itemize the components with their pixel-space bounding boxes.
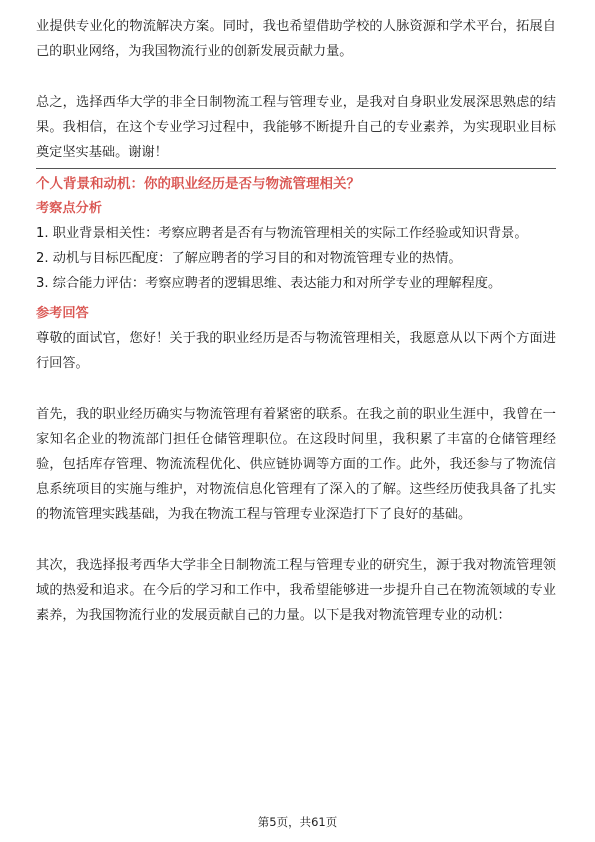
document-page [36,14,556,628]
page-number: 第5页，共61页 [257,815,338,829]
analysis-item-1: 1. 职业背景相关性：考察应聘者是否有与物流管理相关的实际工作经验或知识背景。 [36,226,528,241]
analysis-item-3: 3. 综合能力评估：考察应聘者的逻辑思维、表达能力和对所学专业的理解程度。 [36,276,502,291]
answer-paragraph-2: 首先，我的职业经历确实与物流管理有着紧密的联系。在我之前的职业生涯中，我曾在一家知名企业的物流部门担任仓储管理职位。在这段时间里，我积累了丰富的仓储管理经验，包括库存管理、物流流程优化、供应链协调等方面的工作。此外，我还参与了物流信息系统项目的实施与维护，对物流信息化管理有了深入的了解。这些经历使我具备了扎实的物流管理实践基础，为我在物流工程与管理专业深造打下了良好的基础。 [36,407,556,522]
analysis-item-2: 2. 动机与目标匹配度：了解应聘者的学习目的和对物流管理专业的热情。 [36,251,462,266]
answer-paragraph-1: 尊敬的面试官，您好！关于我的职业经历是否与物流管理相关，我愿意从以下两个方面进行回答。 [36,331,556,371]
intro-paragraph-1: 业提供专业化的物流解决方案。同时，我也希望借助学校的人脉资源和学术平台，拓展自己的职业网络，为我国物流行业的创新发展贡献力量。 [36,19,556,59]
analysis-heading: 考察点分析 [36,201,102,216]
answer-paragraph-3: 其次，我选择报考西华大学非全日制物流工程与管理专业的研究生，源于我对物流管理领域的热爱和追求。在今后的学习和工作中，我希望能够进一步提升自己在物流领域的专业素养，为我国物流行业的发展贡献自己的力量。以下是我对物流管理专业的动机： [36,558,556,623]
question-title: 个人背景和动机：你的职业经历是否与物流管理相关？ [36,176,360,192]
answer-heading: 参考回答 [36,306,89,321]
spacer [36,527,556,553]
intro-paragraph-2: 总之，选择西华大学的非全日制物流工程与管理专业，是我对自身职业发展深思熟虑的结果。我相信，在这个专业学习过程中，我能够不断提升自己的专业素养，为实现职业目标奠定坚实基础。谢谢！ [36,95,556,160]
section-divider [36,168,556,169]
spacer [36,64,556,90]
spacer [36,376,556,402]
